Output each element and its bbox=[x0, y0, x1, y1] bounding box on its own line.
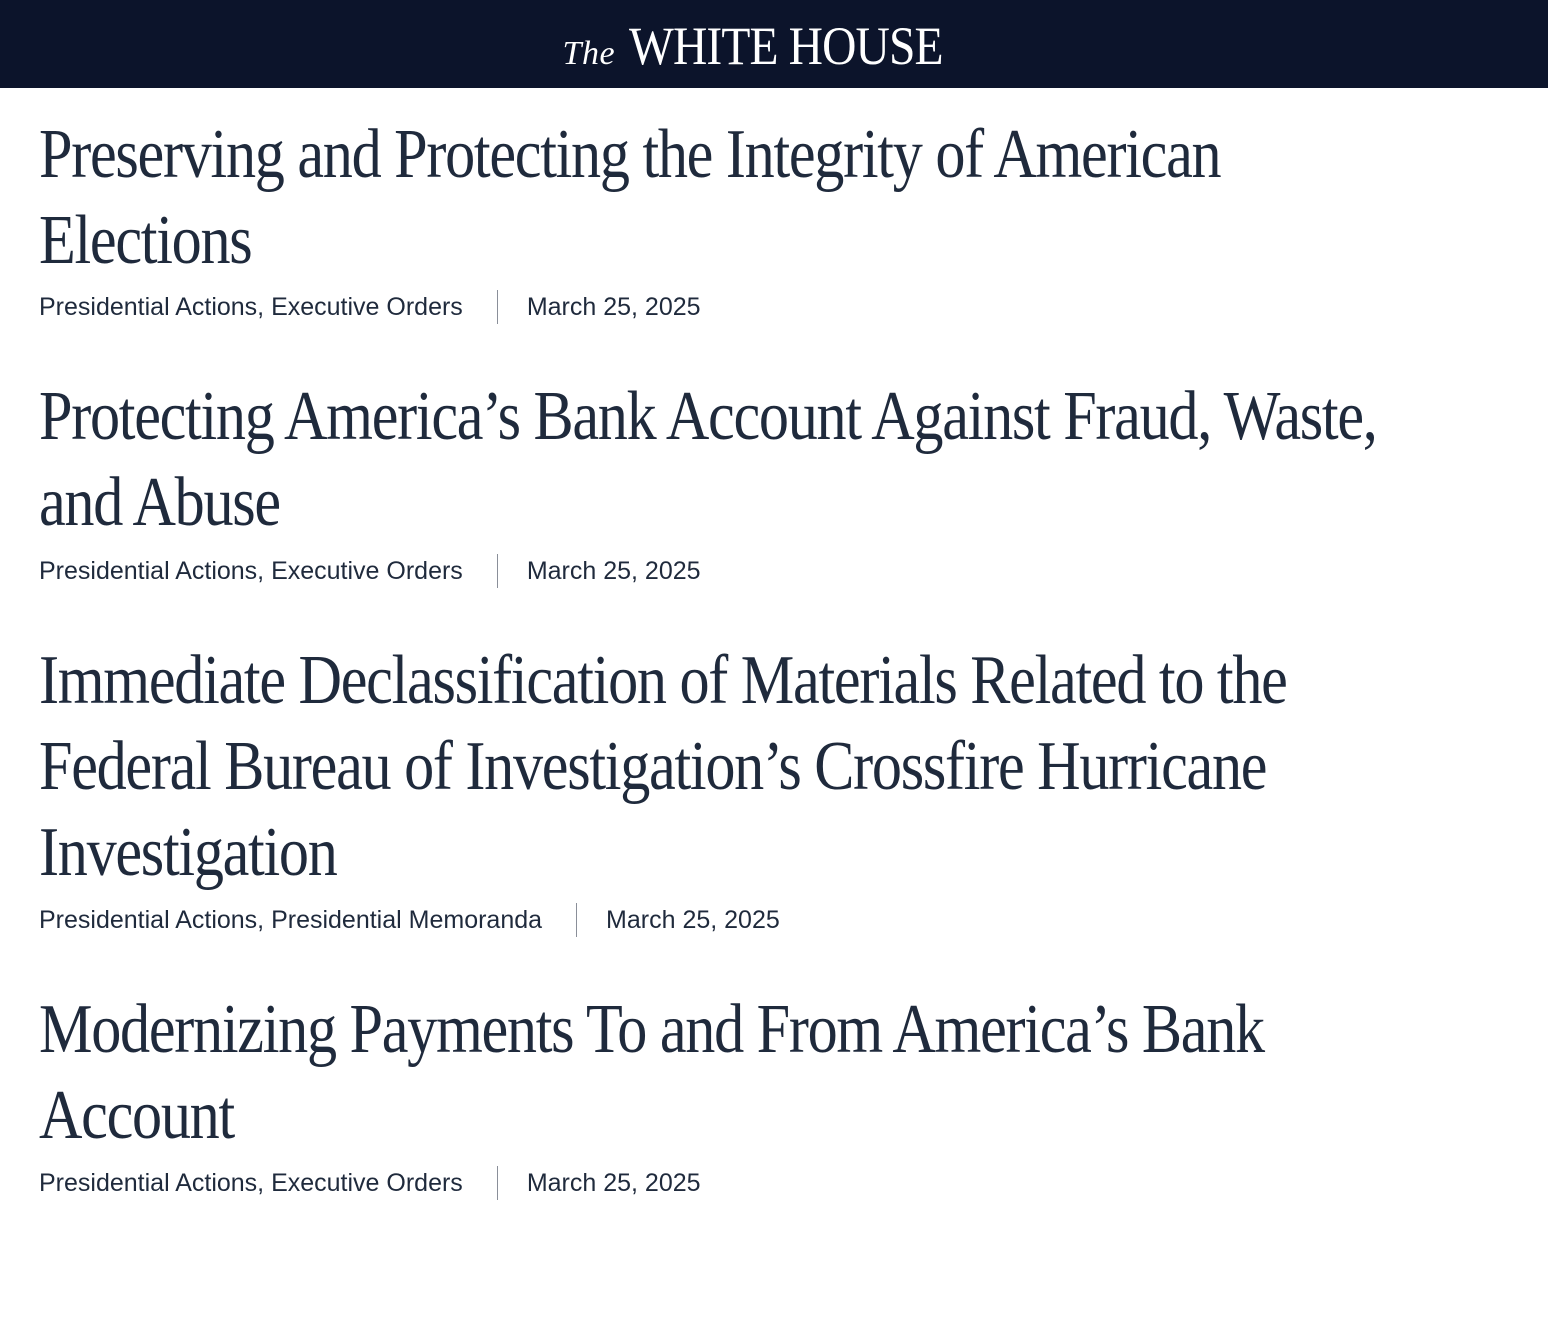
article-categories[interactable]: Presidential Actions, Executive Orders bbox=[39, 292, 463, 321]
logo-name-text: WHITE HOUSE bbox=[629, 16, 943, 76]
article-title-link[interactable] bbox=[39, 374, 1518, 546]
article-title-line: Modernizing Payments To and From America’s Bank bbox=[39, 991, 1264, 1068]
article-title-link[interactable] bbox=[39, 987, 1518, 1159]
logo-the-text: The bbox=[562, 35, 616, 72]
article-date: March 25, 2025 bbox=[526, 1168, 701, 1197]
article-item bbox=[39, 88, 1508, 324]
article-categories[interactable]: Presidential Actions, Presidential Memoranda bbox=[39, 905, 543, 934]
article-item bbox=[39, 324, 1508, 588]
article-categories[interactable]: Presidential Actions, Executive Orders bbox=[39, 1168, 463, 1197]
article-list bbox=[0, 88, 1548, 1200]
article-title-line: Immediate Declassification of Materials Related to the bbox=[39, 642, 1287, 719]
article-date: March 25, 2025 bbox=[526, 556, 701, 585]
article-meta bbox=[39, 554, 1508, 588]
article-meta bbox=[39, 1166, 1508, 1200]
site-header bbox=[0, 0, 1548, 88]
article-title-line: Account bbox=[39, 1077, 234, 1154]
article-title-link[interactable] bbox=[39, 112, 1518, 284]
article-categories[interactable]: Presidential Actions, Executive Orders bbox=[39, 556, 463, 585]
article-title-line: Investigation bbox=[39, 814, 337, 891]
article-date: March 25, 2025 bbox=[526, 292, 701, 321]
article-date: March 25, 2025 bbox=[606, 905, 780, 934]
article-title-line: Elections bbox=[39, 202, 252, 279]
article-title-line: Federal Bureau of Investigation’s Crossfire Hurricane bbox=[39, 728, 1267, 805]
article-meta bbox=[39, 290, 1508, 324]
article-title-line: Preserving and Protecting the Integrity of American bbox=[39, 116, 1221, 193]
article-title-line: Protecting America’s Bank Account Against Fraud, Waste, bbox=[39, 378, 1377, 455]
article-title-line: and Abuse bbox=[39, 464, 280, 541]
white-house-logo[interactable] bbox=[563, 11, 986, 77]
article-meta bbox=[39, 903, 1508, 937]
article-item bbox=[39, 588, 1508, 937]
article-item bbox=[39, 937, 1508, 1200]
article-title-link[interactable] bbox=[39, 638, 1518, 896]
